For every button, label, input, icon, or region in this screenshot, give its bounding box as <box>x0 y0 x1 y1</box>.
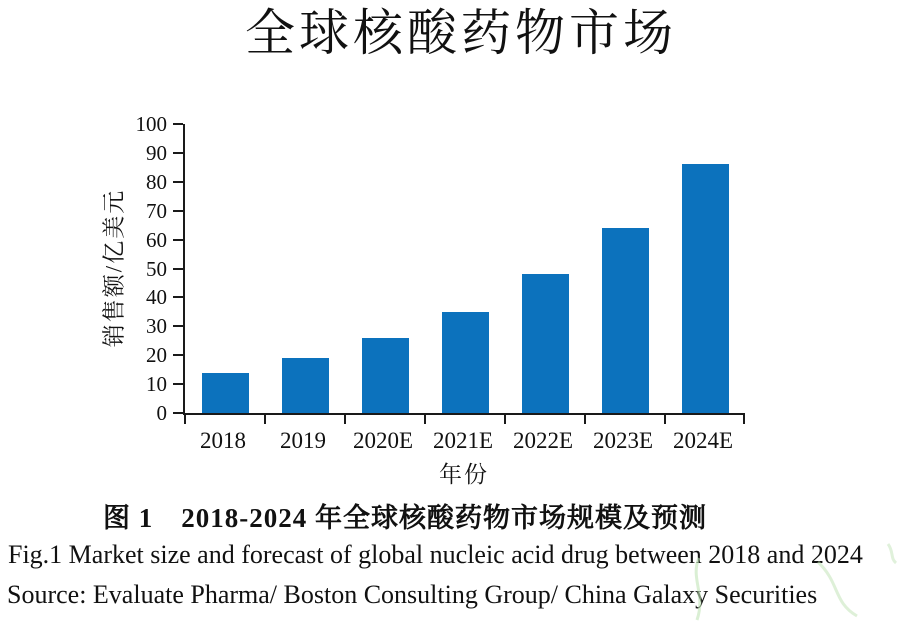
bar-2020E <box>362 338 409 413</box>
y-tick-mark <box>173 152 183 154</box>
figure-caption-en: Fig.1 Market size and forecast of global nucleic acid drug between 2018 and 2024 <box>8 540 863 569</box>
y-tick-label: 90 <box>146 140 167 165</box>
bar-2019 <box>282 358 329 413</box>
bar-2023E <box>602 228 649 413</box>
y-tick-label: 60 <box>146 227 167 252</box>
y-tick-mark <box>173 354 183 356</box>
y-tick-mark <box>173 210 183 212</box>
figure-caption-cn: 图 1 2018-2024 年全球核酸药物市场规模及预测 <box>103 503 707 533</box>
figure-source: Source: Evaluate Pharma/ Boston Consulting Group/ China Galaxy Securities <box>7 580 818 609</box>
y-tick-label: 20 <box>146 343 167 368</box>
plot-area <box>135 112 745 425</box>
x-tick-label: 2024E <box>672 428 734 453</box>
x-tick-label: 2022E <box>512 428 574 453</box>
y-tick-label: 10 <box>146 372 167 397</box>
y-tick-label: 0 <box>156 401 167 425</box>
x-tick-mark <box>664 415 666 424</box>
x-tick-mark <box>743 415 745 424</box>
x-axis-labels <box>183 427 743 455</box>
chart-title: 全球核酸药物市场 <box>245 5 677 61</box>
x-axis-label: 年份 <box>439 462 489 487</box>
y-tick-mark <box>173 412 183 414</box>
y-tick-label: 40 <box>146 285 167 310</box>
x-tick-mark <box>504 415 506 424</box>
y-tick-mark <box>173 239 183 241</box>
x-tick-mark <box>264 415 266 424</box>
bar-2018 <box>202 373 249 413</box>
x-tick-label: 2023E <box>592 428 654 453</box>
y-tick-mark <box>173 296 183 298</box>
bar-2024E <box>682 164 729 413</box>
x-tick-mark <box>584 415 586 424</box>
y-tick-mark <box>173 123 183 125</box>
y-tick-label: 50 <box>146 256 167 281</box>
x-tick-label: 2021E <box>432 428 494 453</box>
y-tick-mark <box>173 325 183 327</box>
y-tick-mark <box>173 181 183 183</box>
x-tick-mark <box>424 415 426 424</box>
y-tick-mark <box>173 268 183 270</box>
y-tick-label: 30 <box>146 314 167 339</box>
y-tick-label: 100 <box>135 112 167 136</box>
x-tick-label: 2018 <box>200 428 246 453</box>
y-axis-label: 销售额/亿美元 <box>101 188 127 348</box>
y-tick-label: 70 <box>146 198 167 223</box>
bar-2021E <box>442 312 489 413</box>
x-tick-label: 2020E <box>352 428 414 453</box>
x-tick-mark <box>184 415 186 424</box>
y-tick-mark <box>173 383 183 385</box>
y-tick-label: 80 <box>146 169 167 194</box>
bar-2022E <box>522 274 569 413</box>
x-tick-mark <box>344 415 346 424</box>
x-tick-label: 2019 <box>280 428 326 453</box>
